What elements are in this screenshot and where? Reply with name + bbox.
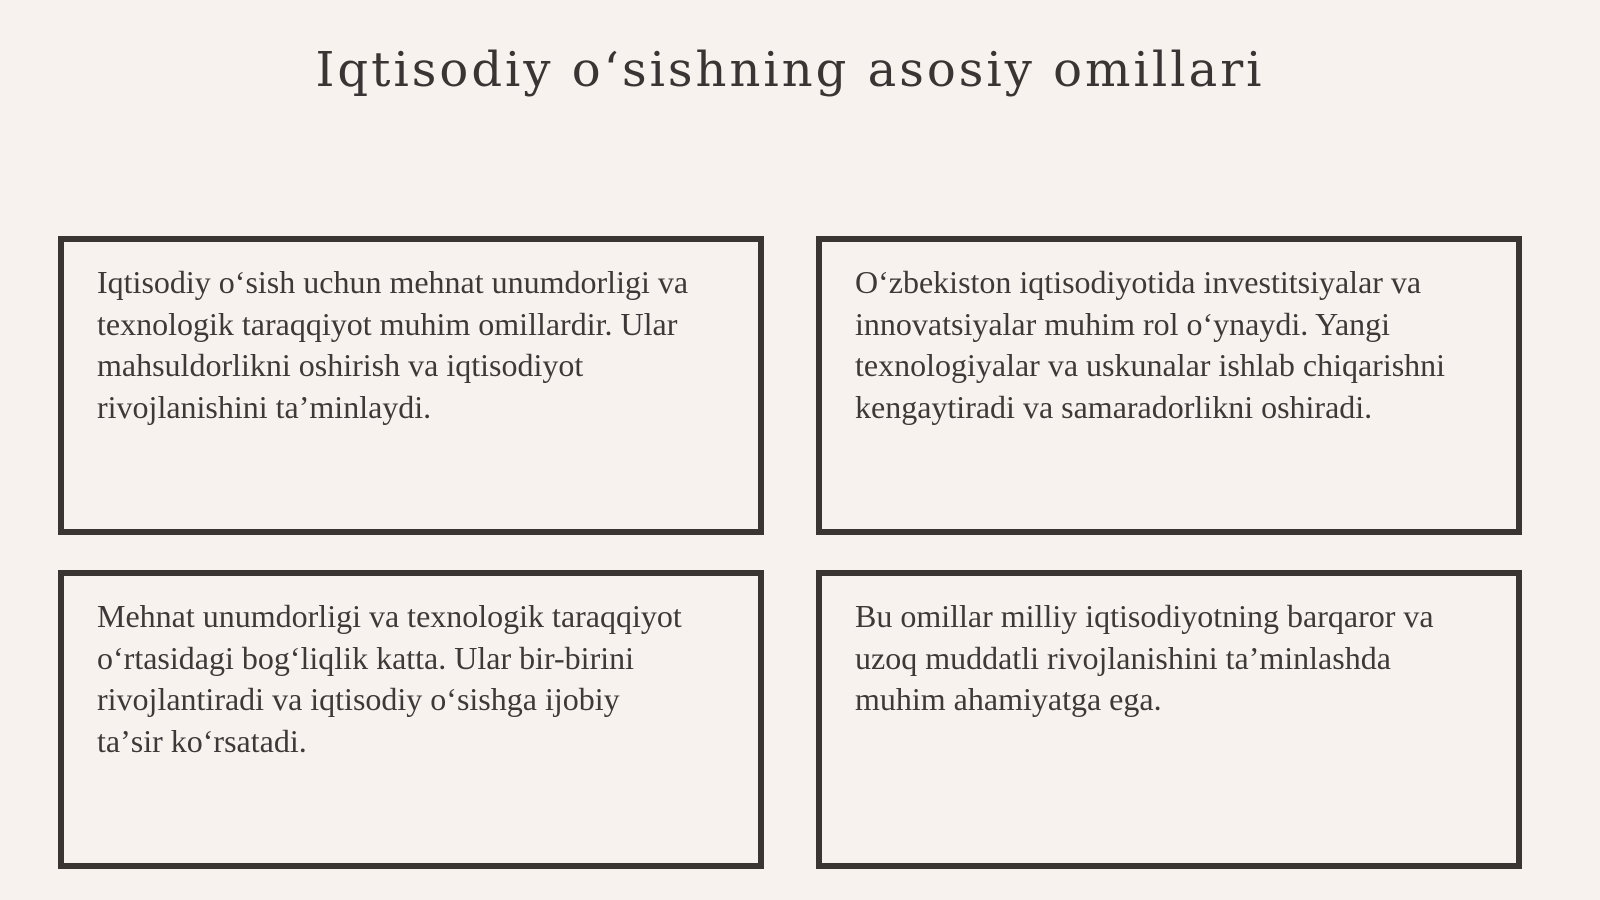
card-text-line: mahsuldorlikni oshirish va iqtisodiyot <box>97 347 584 383</box>
card-text-line: rivojlanishini taʼminlaydi. <box>97 388 432 425</box>
card-text <box>97 262 744 428</box>
card-text <box>855 262 1502 428</box>
card-text-line: taʼsir koʻrsatadi. <box>97 722 307 759</box>
card-text-line: texnologik taraqqiyot muhim omillardir. Ular <box>97 305 678 342</box>
card-text-line: Bu omillar milliy iqtisodiyotning barqaror va <box>855 598 1434 634</box>
card-text <box>855 596 1502 721</box>
card-text-line: kengaytiradi va samaradorlikni oshiradi. <box>855 388 1373 425</box>
slide-title: Iqtisodiy oʻsishning asosiy omillari <box>315 42 1265 98</box>
card-text-line: Iqtisodiy oʻsish uchun mehnat unumdorligi va <box>97 264 689 300</box>
info-card-sustainable-development <box>816 570 1522 869</box>
info-card-labor-productivity <box>58 236 764 535</box>
card-text-line: muhim ahamiyatga ega. <box>855 681 1162 717</box>
card-text-line: Mehnat unumdorligi va texnologik taraqqiyot <box>97 598 682 634</box>
card-text-line: oʻrtasidagi bogʻliqlik katta. Ular bir-birini <box>97 639 634 676</box>
info-card-interdependence <box>58 570 764 869</box>
card-text <box>97 596 744 762</box>
card-text-line: uzoq muddatli rivojlanishini taʼminlashda <box>855 639 1391 676</box>
card-text-line: innovatsiyalar muhim rol oʻynaydi. Yangi <box>855 305 1391 342</box>
card-text-line: rivojlantiradi va iqtisodiy oʻsishga ijobiy <box>97 681 620 717</box>
card-text-line: Oʻzbekiston iqtisodiyotida investitsiyalar va <box>855 264 1422 300</box>
card-text-line: texnologiyalar va uskunalar ishlab chiqarishni <box>855 347 1446 383</box>
info-card-investments <box>816 236 1522 535</box>
